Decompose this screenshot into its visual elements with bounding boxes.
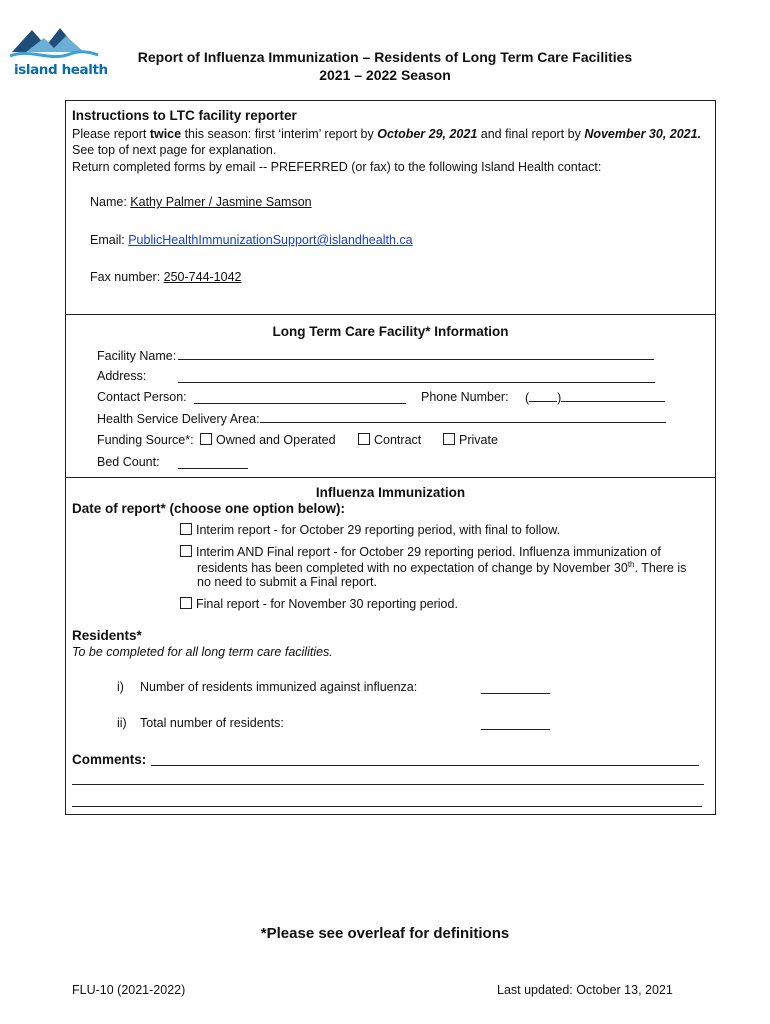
contact-fax [90, 270, 242, 284]
section-divider-2 [65, 477, 716, 478]
label: Fax number: [90, 270, 164, 284]
checkbox-final[interactable] [180, 597, 192, 609]
item-2-label: Total number of residents: [140, 716, 284, 730]
date-of-report-heading: Date of report* (choose one option below): [72, 501, 345, 516]
funding-source-row [97, 433, 194, 447]
label: Facility Name: [97, 349, 177, 363]
contact-person-field[interactable] [194, 392, 406, 404]
phone-number-label: Phone Number: [421, 390, 509, 404]
label: Funding Source*: [97, 433, 194, 447]
option-interim-final-line-2 [197, 560, 686, 575]
facility-name-row [97, 348, 654, 363]
checkbox-interim[interactable] [180, 523, 192, 535]
instructions-paragraph-2: Return completed forms by email -- PREFERRED (or fax) to the following Island Health contact: [72, 160, 602, 174]
facility-name-field[interactable] [178, 348, 654, 360]
contact-email [90, 233, 413, 247]
label: Private [459, 433, 498, 447]
paren: ( [525, 391, 530, 405]
label: Owned and Operated [216, 433, 336, 447]
facility-heading: Long Term Care Facility* Information [272, 324, 509, 339]
instructions-heading: Instructions to LTC facility reporter [72, 108, 297, 123]
text-bold: twice [149, 127, 182, 141]
item-1-number: i) [117, 680, 124, 694]
mountain-logo-icon [10, 22, 98, 64]
title-line-1: Report of Influenza Immunization – Residents of Long Term Care Facilities [137, 49, 633, 65]
page-title [100, 48, 670, 84]
immunization-heading: Influenza Immunization [315, 485, 466, 500]
option-interim-final[interactable] [180, 545, 661, 559]
contact-name-value: Kathy Palmer / Jasmine Samson [130, 195, 312, 209]
island-health-logo [10, 22, 108, 82]
hsda-field[interactable] [260, 411, 666, 423]
last-updated: Last updated: October 13, 2021 [497, 983, 673, 997]
label: Email: [90, 233, 129, 247]
address-field[interactable] [178, 371, 655, 383]
overleaf-note: *Please see overleaf for definitions [260, 925, 510, 942]
label: Final report - for November 30 reporting period. [196, 597, 458, 611]
residents-heading: Residents* [72, 628, 142, 643]
residents-note: To be completed for all long term care facilities. [72, 645, 333, 659]
phone-number-field[interactable] [525, 390, 665, 405]
deadline-interim: October 29, 2021 [377, 127, 478, 141]
label: Interim report - for October 29 reporting period, with final to follow. [196, 523, 561, 537]
deadline-final: November 30, 2021. [584, 127, 702, 141]
funding-contract-option[interactable] [358, 433, 421, 447]
comments-field-line-2[interactable] [72, 773, 704, 785]
bed-count-label: Bed Count: [97, 455, 160, 469]
text: Please report [72, 127, 150, 141]
comments-field-line-3[interactable] [72, 795, 702, 807]
area-code-field[interactable] [529, 390, 557, 402]
superscript: th [627, 560, 635, 569]
comments-label: Comments: [72, 752, 147, 767]
address-label: Address: [97, 369, 147, 383]
text: this season: first ‘interim’ report by [181, 127, 378, 141]
funding-private-option[interactable] [443, 433, 498, 447]
logo-text: island health [14, 62, 108, 78]
paren: ) [557, 391, 562, 405]
text: residents has been completed with no expectation of change by November 30 [197, 561, 628, 576]
section-divider-1 [65, 314, 716, 315]
instructions-paragraph-1-line-2: See top of next page for explanation. [72, 143, 277, 157]
comments-field-line-1[interactable] [151, 754, 699, 766]
hsda-row [97, 411, 666, 426]
fax-value: 250-744-1042 [163, 270, 242, 284]
checkbox-contract[interactable] [358, 433, 370, 445]
label: Name: [90, 195, 131, 209]
form-id: FLU-10 (2021-2022) [72, 983, 186, 997]
contact-name [90, 195, 312, 209]
checkbox-private[interactable] [443, 433, 455, 445]
checkbox-interim-final[interactable] [180, 545, 192, 557]
item-2-number: ii) [117, 716, 127, 730]
title-line-2: 2021 – 2022 Season [319, 67, 451, 83]
email-link[interactable]: PublicHealthImmunizationSupport@islandhealth.ca [128, 233, 413, 247]
checkbox-owned[interactable] [200, 433, 212, 445]
total-residents-field[interactable] [481, 718, 550, 730]
label: Interim AND Final report - for October 29 reporting period. Influenza immunization of [196, 545, 661, 559]
label: Health Service Delivery Area: [97, 412, 260, 426]
phone-field[interactable] [561, 390, 665, 402]
item-1-label: Number of residents immunized against influenza: [140, 680, 418, 694]
instructions-paragraph-1 [72, 127, 701, 141]
label: Contract [374, 433, 422, 447]
text: . There is [634, 561, 687, 576]
text: and final report by [477, 127, 585, 141]
bed-count-field[interactable] [178, 457, 248, 469]
funding-owned-option[interactable] [200, 433, 336, 447]
residents-immunized-field[interactable] [481, 682, 550, 694]
option-interim[interactable] [180, 523, 560, 537]
option-final[interactable] [180, 597, 458, 611]
option-interim-final-line-3: no need to submit a Final report. [197, 575, 377, 589]
contact-person-label: Contact Person: [97, 390, 187, 404]
